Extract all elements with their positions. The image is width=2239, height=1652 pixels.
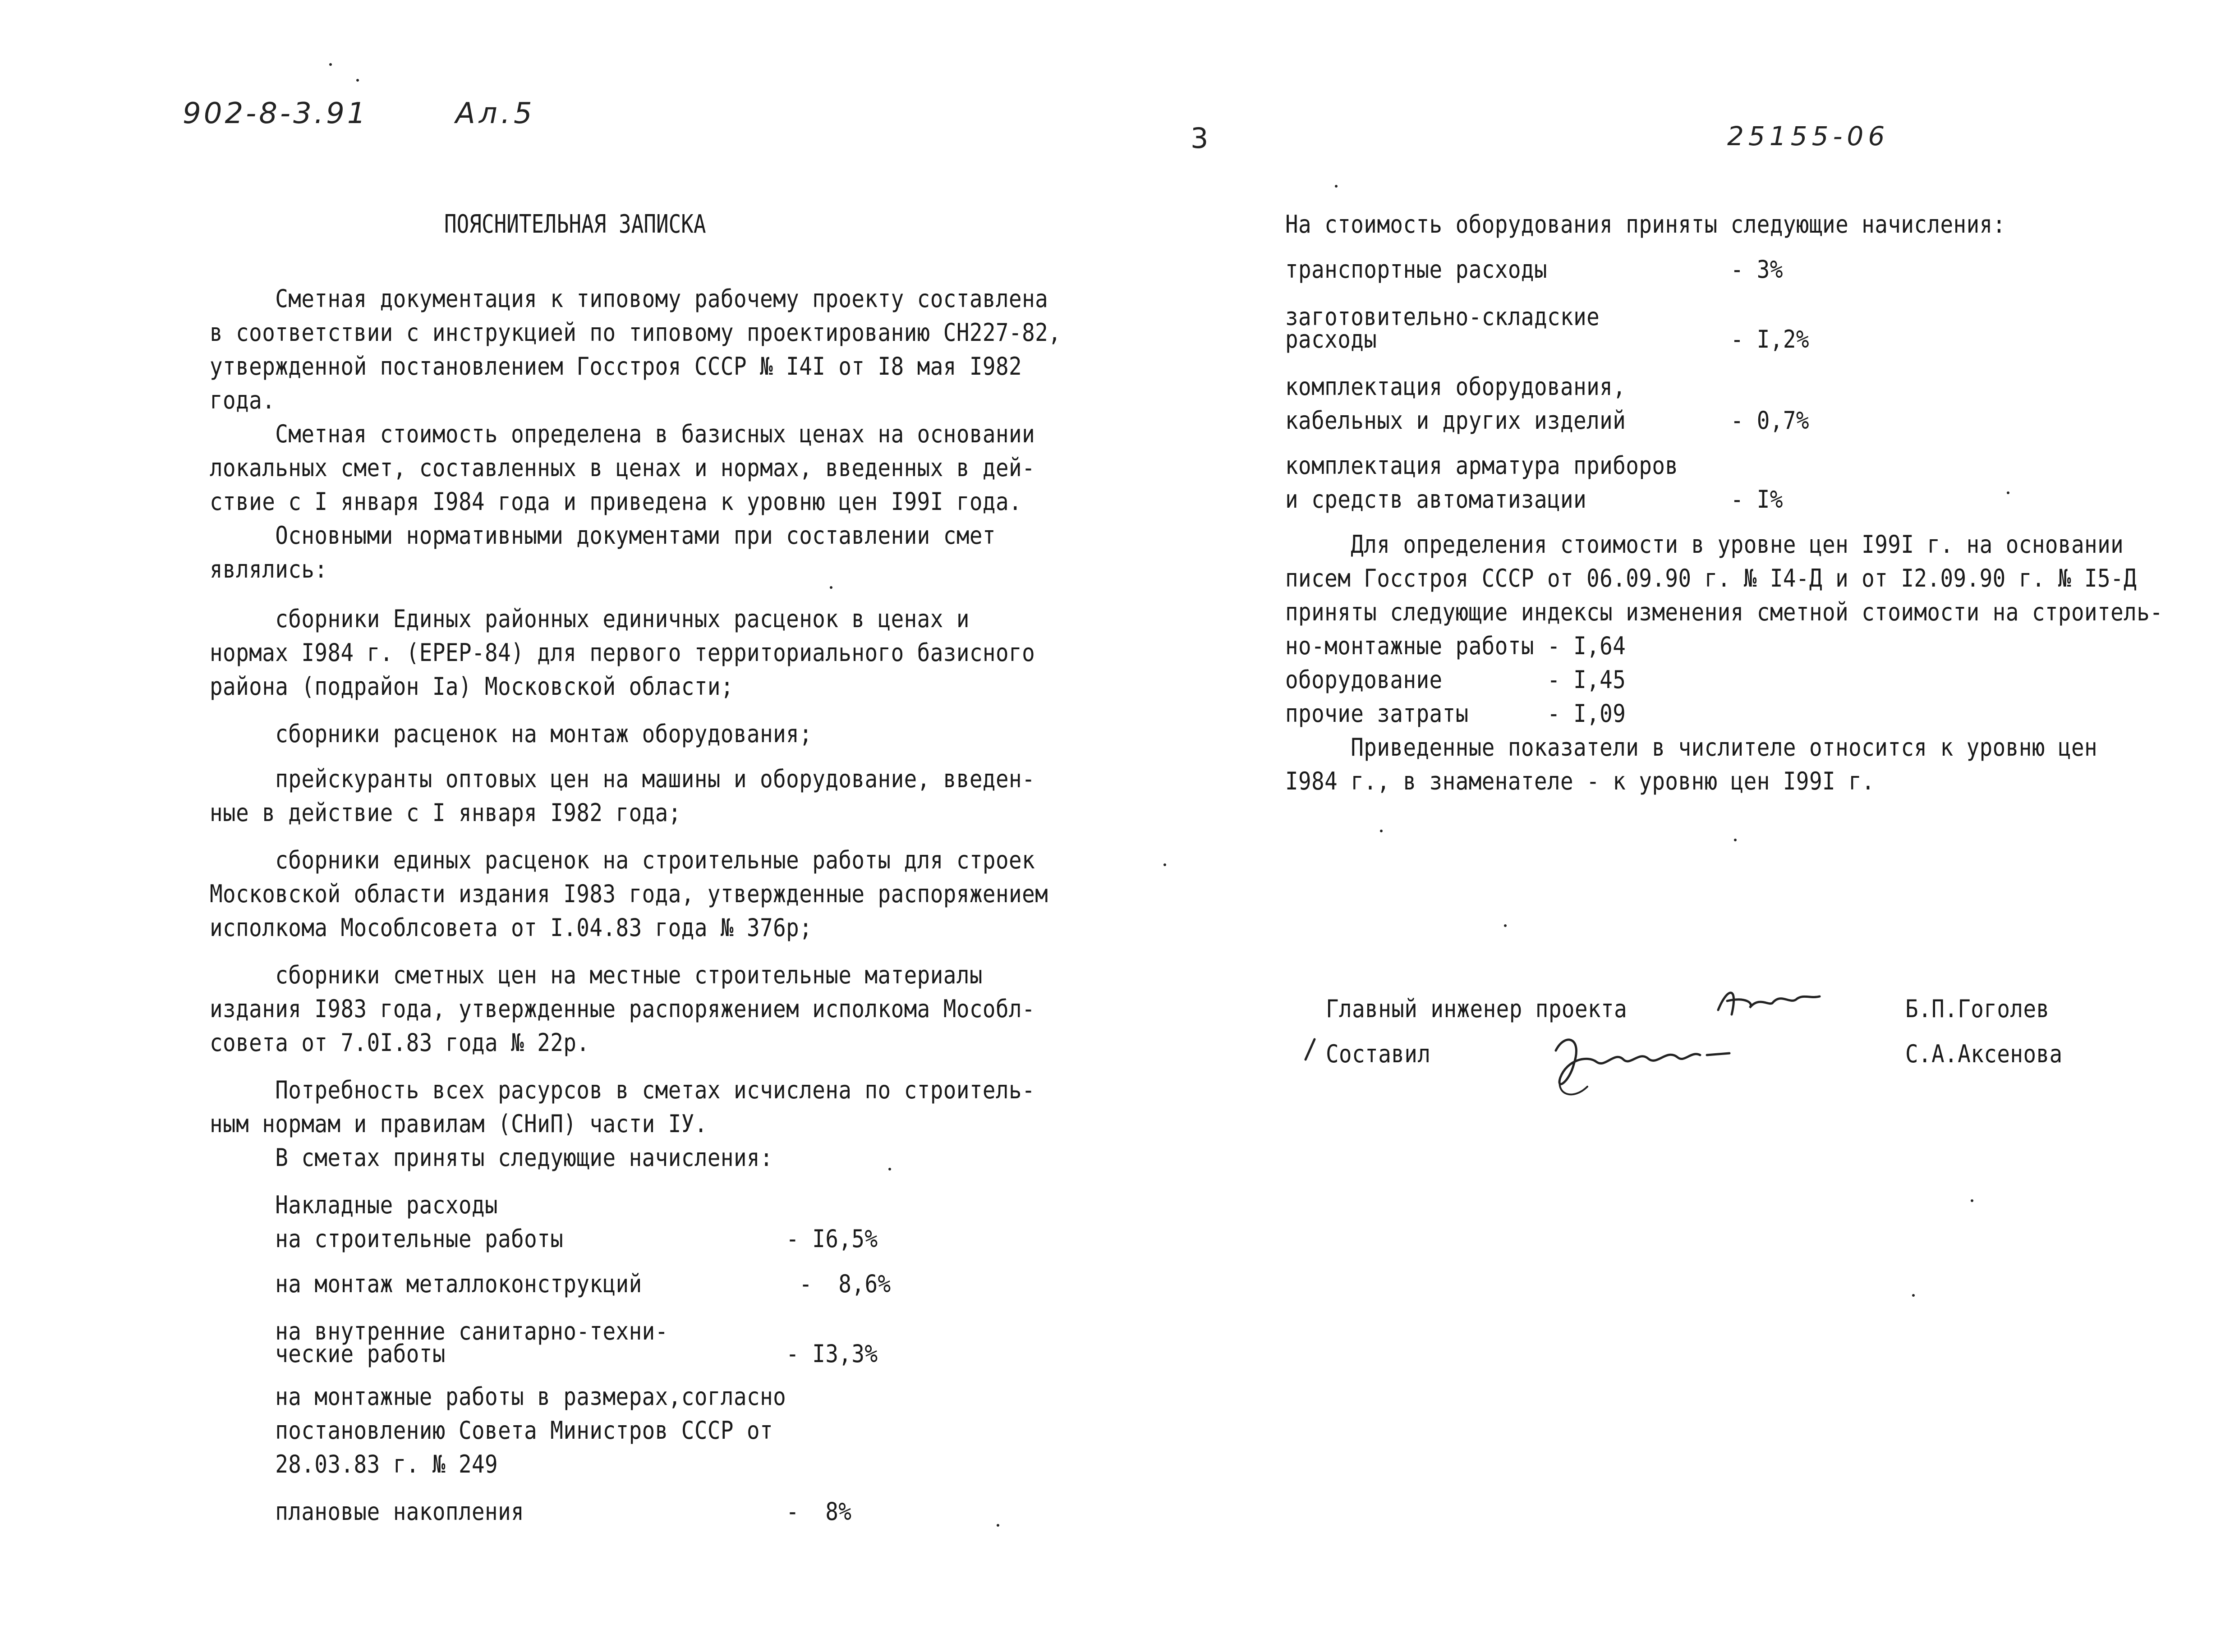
right-line: расходы - I,2% <box>1285 325 1809 353</box>
left-line: ствие с I января I984 года и приведена к уровню цен I99I года. <box>210 487 1022 516</box>
chief-engineer-label: Главный инженер проекта <box>1326 995 1628 1023</box>
left-line: года. <box>210 386 276 414</box>
page-title: ПОЯСНИТЕЛЬНАЯ ЗАПИСКА <box>444 210 706 239</box>
left-line: сборники Единых районных единичных расценок в ценах и <box>210 605 970 633</box>
right-line: и средств автоматизации - I% <box>1285 485 1783 514</box>
compiler-name: С.А.Аксенова <box>1905 1040 2063 1068</box>
right-line: Для определения стоимости в уровне цен I99I г. на основании <box>1285 530 2124 559</box>
left-line: постановлению Совета Министров СССР от <box>210 1416 773 1445</box>
left-line: издания I983 года, утвержденные распоряжением исполкома Мособл- <box>210 995 1035 1023</box>
right-line: Приведенные показатели в числителе относится к уровню цен <box>1285 733 2098 762</box>
right-line: но-монтажные работы - I,64 <box>1285 632 1626 660</box>
left-line: на монтажные работы в размерах,согласно <box>210 1382 786 1411</box>
scan-speck <box>888 1168 891 1170</box>
left-line: локальных смет, составленных в ценах и нормах, введенных в дей- <box>210 454 1035 482</box>
right-line: заготовительно-складские <box>1285 303 1600 331</box>
left-line: Потребность всех расурсов в сметах исчислена по строитель- <box>210 1076 1035 1104</box>
left-line: Накладные расходы <box>210 1191 498 1219</box>
left-line: прейскуранты оптовых цен на машины и оборудование, введен- <box>210 765 1035 793</box>
chief-engineer-name: Б.П.Гоголев <box>1905 995 2050 1023</box>
right-line: писем Госстроя СССР от 06.09.90 г. № I4-Д и от I2.09.90 г. № I5-Д <box>1285 564 2137 592</box>
right-line: кабельных и других изделий - 0,7% <box>1285 406 1809 435</box>
left-line: плановые накопления - 8% <box>210 1497 852 1526</box>
left-line: ческие работы - I3,3% <box>210 1340 878 1368</box>
right-line: приняты следующие индексы изменения сметной стоимости на строитель- <box>1285 598 2163 626</box>
left-line: сборники единых расценок на строительные работы для строек <box>210 846 1035 874</box>
chief-engineer-signature <box>1714 978 1822 1028</box>
compiler-signature <box>1547 1023 1736 1109</box>
doc-code: 902-8-3.91 <box>183 97 368 130</box>
scan-speck <box>1504 924 1507 927</box>
right-line: комплектация оборудования, <box>1285 372 1626 401</box>
right-line: прочие затраты - I,09 <box>1285 699 1626 728</box>
left-line: района (подрайон Iа) Московской области; <box>210 672 734 701</box>
archive-number: 25155-06 <box>1727 121 1890 151</box>
left-line: утвержденной постановлением Госстроя СССР № I4I от I8 мая I982 <box>210 352 1022 381</box>
album-label: Ал.5 <box>455 97 536 130</box>
left-line: на строительные работы - I6,5% <box>210 1225 878 1253</box>
left-line: ным нормам и правилам (СНиП) части IУ. <box>210 1110 708 1138</box>
left-line: Московской области издания I983 года, утвержденные распоряжением <box>210 880 1048 908</box>
left-line: являлись: <box>210 555 328 583</box>
left-line: Сметная стоимость определена в базисных ценах на основании <box>210 420 1035 448</box>
left-line: Сметная документация к типовому рабочему проекту составлена <box>210 285 1048 313</box>
left-line: Основными нормативными документами при составлении смет <box>210 521 996 550</box>
right-line: транспортные расходы - 3% <box>1285 255 1783 284</box>
scan-speck <box>1734 839 1737 841</box>
scan-speck <box>356 79 359 82</box>
left-line: В сметах приняты следующие начисления: <box>210 1143 773 1172</box>
right-line: I984 г., в знаменателе - к уровню цен I99I г. <box>1285 767 1875 795</box>
scan-speck <box>1912 1294 1915 1297</box>
left-line: нормах I984 г. (ЕРЕР-84) для первого территориального базисного <box>210 638 1035 667</box>
left-line: совета от 7.0I.83 года № 22р. <box>210 1028 590 1057</box>
scan-speck <box>1380 830 1383 832</box>
left-line: исполкома Мособлсовета от I.04.83 года № 376р; <box>210 913 813 942</box>
scan-speck <box>830 586 832 589</box>
right-line: комплектация арматура приборов <box>1285 451 1678 480</box>
left-line: на внутренние санитарно-техни- <box>210 1317 668 1345</box>
left-line: сборники сметных цен на местные строительные материалы <box>210 961 983 989</box>
scan-speck <box>1971 1199 1973 1202</box>
compiler-label: Составил <box>1326 1040 1431 1068</box>
left-line: ные в действие с I января I982 года; <box>210 798 681 827</box>
left-line: на монтаж металлоконструкций - 8,6% <box>210 1270 891 1298</box>
scan-speck <box>1335 185 1338 188</box>
left-line: в соответствии с инструкцией по типовому проектированию СН227-82, <box>210 318 1062 347</box>
scan-speck <box>329 63 332 66</box>
scan-speck <box>997 1524 999 1527</box>
scan-speck <box>1163 863 1166 866</box>
left-line: 28.03.83 г. № 249 <box>210 1450 498 1478</box>
page-number: 3 <box>1191 122 1209 155</box>
scan-speck <box>2007 491 2009 494</box>
tick-mark <box>1301 1037 1319 1064</box>
right-line: На стоимость оборудования приняты следующие начисления: <box>1285 210 2006 239</box>
left-line: сборники расценок на монтаж оборудования; <box>210 720 813 748</box>
right-line: оборудование - I,45 <box>1285 665 1626 694</box>
